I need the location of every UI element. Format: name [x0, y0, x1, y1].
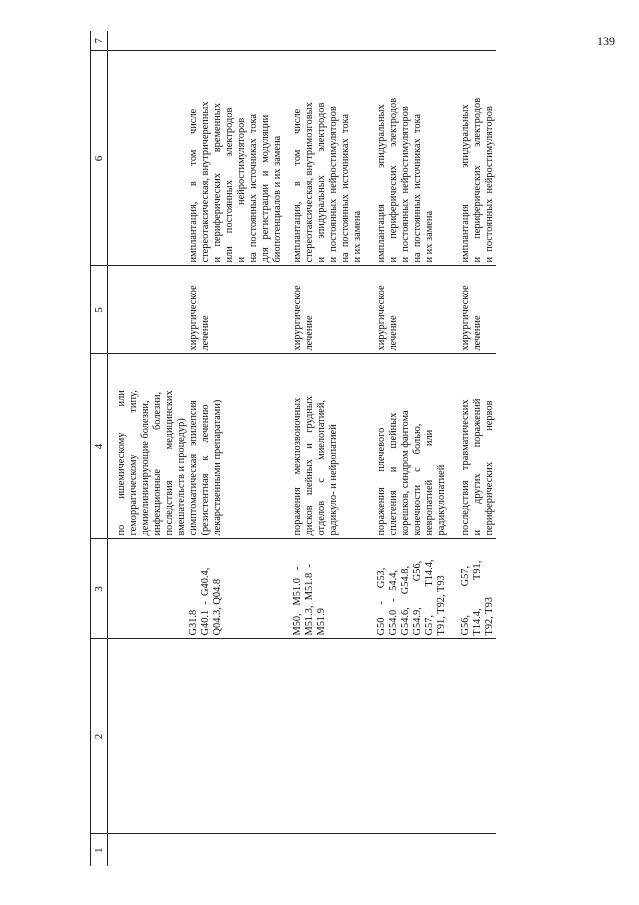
column-number-row: [91, 31, 108, 866]
col-header-1: 1: [91, 834, 108, 866]
spacer-row: [108, 31, 117, 866]
diagnosis: последствия травматических и других поражений периферических нервов: [460, 354, 496, 539]
icd-codes: [116, 539, 188, 639]
col-header-2: 2: [91, 639, 108, 834]
treatment-method: [116, 51, 188, 266]
diagnosis: поражения межпозвоночных дисков шейных и грудных отделов с миелопатией, радикуло- и нейропатией: [292, 354, 364, 539]
icd-codes: G50 - G53, G54.0 - 54.4, G54.6, G54.8, G54.9, G56, G57, T14.4, T91, T92, T93: [376, 539, 448, 639]
col-header-4: 4: [91, 354, 108, 539]
icd-codes: G56, G57, T14.4, T91, T92, T93: [460, 539, 496, 639]
icd-codes: G31.8 G40.1 - G40.4, Q04.3, Q04.8: [188, 539, 284, 639]
table-row: [460, 31, 496, 866]
diagnosis: симптоматическая эпилепсия (резистентная к лечению лекарственными препаратами): [188, 354, 284, 539]
treatment-method: имплантация, в том числе стереотаксическая, внутримозговых и эпидуральных электродов и постоянных нейростимуляторов на постоянных источниках тока и их замена: [292, 51, 364, 266]
col-header-6: 6: [91, 51, 108, 266]
treatment-method: имплантация эпидуральных и периферических электродов и постоянных нейростимуляторов на постоянных источниках тока и их замена: [376, 51, 448, 266]
table-row: [116, 31, 188, 866]
diagnosis: по ишемическому или геморрагическому типу, демиелинизирующие болезни, инфекционные болезни, последствия медицинских вмешательств и процедур): [116, 354, 188, 539]
treatment-type: хирургическое лечение: [376, 266, 448, 354]
treatment-method: имплантация эпидуральных и периферических электродов и постоянных нейростимуляторов: [460, 51, 496, 266]
spacer-row: [364, 31, 376, 866]
diagnosis: поражения плечевого сплетения и шейных корешков, синдром фантома конечности с болью, невропатией или радикулопатией: [376, 354, 448, 539]
table-row: [292, 31, 364, 866]
rotated-table-sheet: [90, 31, 592, 866]
treatment-method: имплантация, в том числе стереотаксическая, внутричерепных и периферических временных или постоянных электродов и нейростимуляторов на постоянных источниках тока для регистрации и модуляции биопотенциалов и их замена: [188, 51, 284, 266]
treatment-type: хирургическое лечение: [188, 266, 284, 354]
treatment-type: [116, 266, 188, 354]
icd-codes: M50, M51.0 - M51.3, M51.8 - M51.9: [292, 539, 364, 639]
spacer-row: [448, 31, 460, 866]
treatment-type: хирургическое лечение: [292, 266, 364, 354]
services-table: [90, 31, 496, 866]
table-row: [188, 31, 284, 866]
table-row: [376, 31, 448, 866]
page-number: 139: [597, 34, 615, 48]
treatment-type: хирургическое лечение: [460, 266, 496, 354]
col-header-7: 7: [91, 31, 108, 51]
col-header-5: 5: [91, 266, 108, 354]
col-header-3: 3: [91, 539, 108, 639]
spacer-row: [284, 31, 292, 866]
